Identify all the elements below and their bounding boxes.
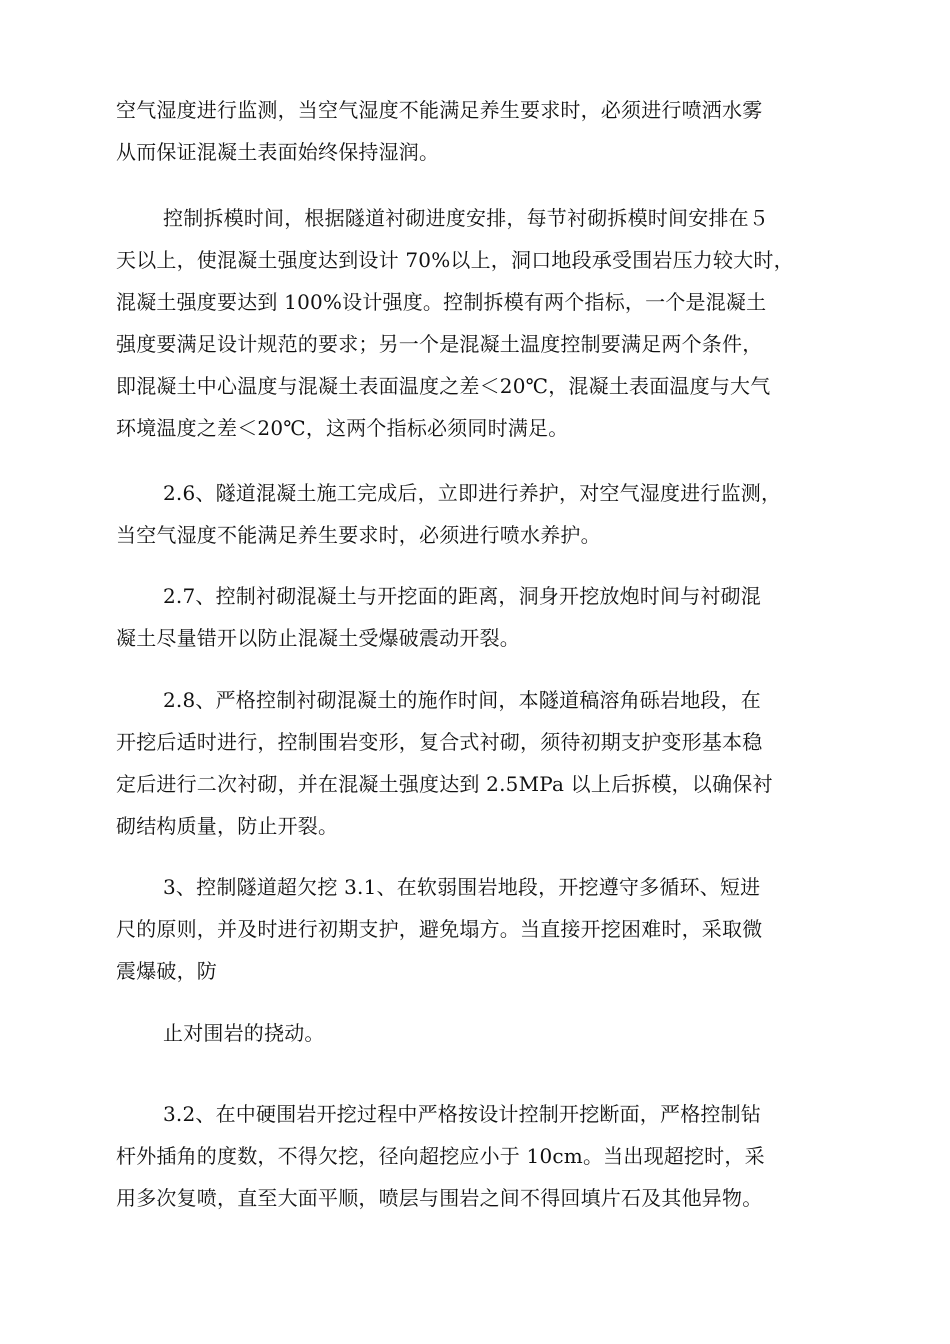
paragraph-formwork-removal — [116, 197, 836, 449]
text-line: 空气湿度进行监测，当空气湿度不能满足养生要求时，必须进行喷洒水雾 — [116, 98, 763, 122]
text-line: 从而保证混凝土表面始终保持湿润。 — [116, 140, 440, 164]
text-line: 控制拆模时间，根据隧道衬砌进度安排，每节衬砌拆模时间安排在５ — [163, 206, 769, 230]
paragraph-3-2 — [116, 1093, 836, 1219]
text-line: 环境温度之差＜20℃，这两个指标必须同时满足。 — [116, 416, 569, 440]
text-line: 天以上，使混凝土强度达到设计 70%以上，洞口地段承受围岩压力较大时， — [116, 248, 794, 272]
paragraph-humidity-continued — [116, 89, 836, 173]
text-line: 止对围岩的挠动。 — [163, 1021, 325, 1045]
text-line: 开挖后适时进行，控制围岩变形，复合式衬砌，须待初期支护变形基本稳 — [116, 730, 763, 754]
text-line: 强度要满足设计规范的要求；另一个是混凝土温度控制要满足两个条件， — [116, 332, 763, 356]
paragraph-2-7 — [116, 575, 836, 659]
text-line: 凝土尽量错开以防止混凝土受爆破震动开裂。 — [116, 626, 520, 650]
text-line: 3、控制隧道超欠挖 3.1、在软弱围岩地段，开挖遵守多循环、短进 — [163, 875, 761, 899]
text-line: 砌结构质量，防止开裂。 — [116, 814, 339, 838]
paragraph-2-6 — [116, 472, 836, 556]
text-line: 当空气湿度不能满足养生要求时，必须进行喷水养护。 — [116, 523, 601, 547]
text-line: 2.8、严格控制衬砌混凝土的施作时间，本隧道稿溶角砾岩地段，在 — [163, 688, 762, 712]
text-line: 用多次复喷，直至大面平顺，喷层与围岩之间不得回填片石及其他异物。 — [116, 1186, 763, 1210]
text-line: 震爆破，防 — [116, 959, 217, 983]
paragraph-3-1 — [116, 866, 836, 992]
text-line: 混凝土强度要达到 100%设计强度。控制拆模有两个指标，一个是混凝土 — [116, 290, 767, 314]
text-line: 2.6、隧道混凝土施工完成后，立即进行养护，对空气湿度进行监测， — [163, 481, 782, 505]
text-line: 2.7、控制衬砌混凝土与开挖面的距离，洞身开挖放炮时间与衬砌混 — [163, 584, 762, 608]
text-line: 即混凝土中心温度与混凝土表面温度之差＜20℃，混凝土表面温度与大气 — [116, 374, 771, 398]
text-line: 定后进行二次衬砌，并在混凝土强度达到 2.5MPa 以上后拆模，以确保衬 — [116, 772, 773, 796]
paragraph-2-8 — [116, 679, 836, 847]
text-line: 3.2、在中硬围岩开挖过程中严格按设计控制开挖断面，严格控制钻 — [163, 1102, 762, 1126]
text-line: 杆外插角的度数，不得欠挖，径向超挖应小于 10cm。当出现超挖时，采 — [116, 1144, 765, 1168]
text-line: 尺的原则，并及时进行初期支护，避免塌方。当直接开挖困难时，采取微 — [116, 917, 763, 941]
paragraph-3-1-continued — [116, 1012, 836, 1054]
